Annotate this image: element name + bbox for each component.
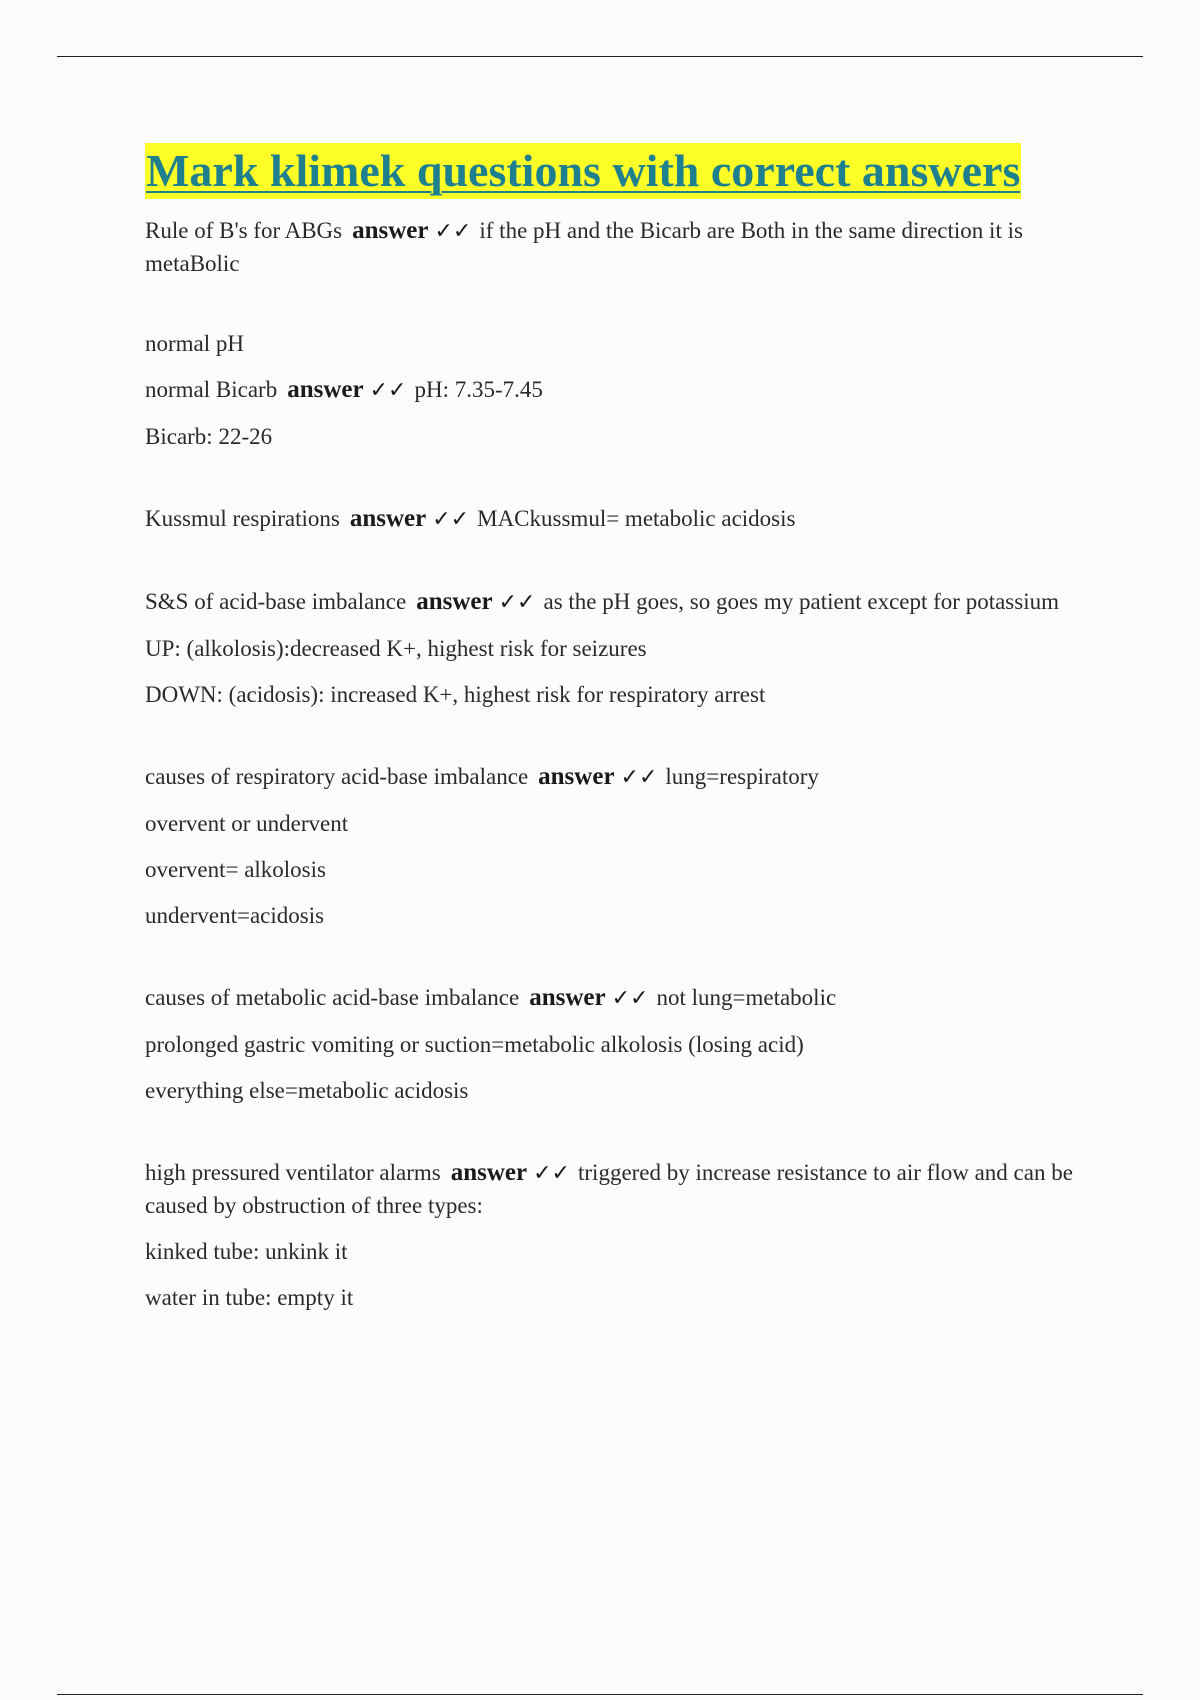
qa-list xyxy=(145,215,1090,1314)
qa-item xyxy=(145,761,1090,932)
question-text: Rule of B's for ABGs xyxy=(145,218,343,243)
answer-extra-line: overvent or undervent xyxy=(145,811,349,836)
answer-text: lung=respiratory xyxy=(665,764,819,789)
question-pre-text: normal pH xyxy=(145,331,245,356)
qa-item xyxy=(145,215,1090,280)
question-text: causes of metabolic acid-base imbalance xyxy=(145,985,520,1010)
qa-line xyxy=(145,374,1090,407)
answer-text: if the pH and the Bicarb are Both in the same direction it is metaBolic xyxy=(145,218,1023,276)
answer-label: answer xyxy=(349,505,427,532)
qa-line xyxy=(145,586,1090,619)
qa-line xyxy=(145,982,1090,1015)
answer-label: answer xyxy=(529,984,606,1011)
double-check-icon: ✓✓ xyxy=(533,1161,570,1186)
question-text: causes of respiratory acid-base imbalance xyxy=(145,764,529,789)
qa-line xyxy=(145,503,1090,536)
answer-text: pH: 7.35-7.45 xyxy=(414,377,543,402)
answer-text: as the pH goes, so goes my patient except for potassium xyxy=(543,589,1059,614)
answer-extra-line: everything else=metabolic acidosis xyxy=(145,1078,469,1103)
qa-item xyxy=(145,982,1090,1107)
double-check-icon: ✓✓ xyxy=(611,986,649,1011)
answer-extra-line: Bicarb: 22-26 xyxy=(145,424,273,449)
qa-line xyxy=(145,215,1090,280)
double-check-icon: ✓✓ xyxy=(432,507,470,532)
answer-label: answer xyxy=(450,1159,528,1186)
answer-label: answer xyxy=(538,763,615,790)
qa-line xyxy=(145,1157,1090,1222)
answer-text: MACkussmul= metabolic acidosis xyxy=(477,506,796,531)
qa-item xyxy=(145,586,1090,711)
qa-item xyxy=(145,328,1090,453)
document-title: Mark klimek questions with correct answers xyxy=(145,143,1021,199)
double-check-icon: ✓✓ xyxy=(369,378,407,403)
footer-rule xyxy=(57,1694,1143,1695)
answer-text: triggered by increase resistance to air flow and can be caused by obstruction of three types: xyxy=(145,1160,1073,1218)
answer-extra-line: undervent=acidosis xyxy=(145,903,325,928)
answer-label: answer xyxy=(287,376,364,403)
double-check-icon: ✓✓ xyxy=(498,590,536,615)
qa-item xyxy=(145,503,1090,536)
answer-extra-line: prolonged gastric vomiting or suction=metabolic alkolosis (losing acid) xyxy=(145,1032,804,1057)
question-text: S&S of acid-base imbalance xyxy=(145,589,407,614)
answer-extra-line: UP: (alkolosis):decreased K+, highest risk for seizures xyxy=(145,636,647,661)
answer-extra-line: kinked tube: unkink it xyxy=(145,1239,348,1264)
document-body xyxy=(145,143,1090,1364)
double-check-icon: ✓✓ xyxy=(620,765,658,790)
question-text: Kussmul respirations xyxy=(145,506,340,531)
question-text: normal Bicarb xyxy=(145,377,278,402)
qa-line xyxy=(145,761,1090,794)
answer-extra-line: DOWN: (acidosis): increased K+, highest risk for respiratory arrest xyxy=(145,682,766,707)
double-check-icon: ✓✓ xyxy=(434,219,472,244)
answer-label: answer xyxy=(416,588,493,615)
answer-text: not lung=metabolic xyxy=(656,985,837,1010)
header-rule xyxy=(57,56,1143,57)
qa-item xyxy=(145,1157,1090,1314)
answer-extra-line: water in tube: empty it xyxy=(145,1285,354,1310)
question-text: high pressured ventilator alarms xyxy=(145,1160,441,1185)
answer-extra-line: overvent= alkolosis xyxy=(145,857,326,882)
answer-label: answer xyxy=(352,217,429,244)
